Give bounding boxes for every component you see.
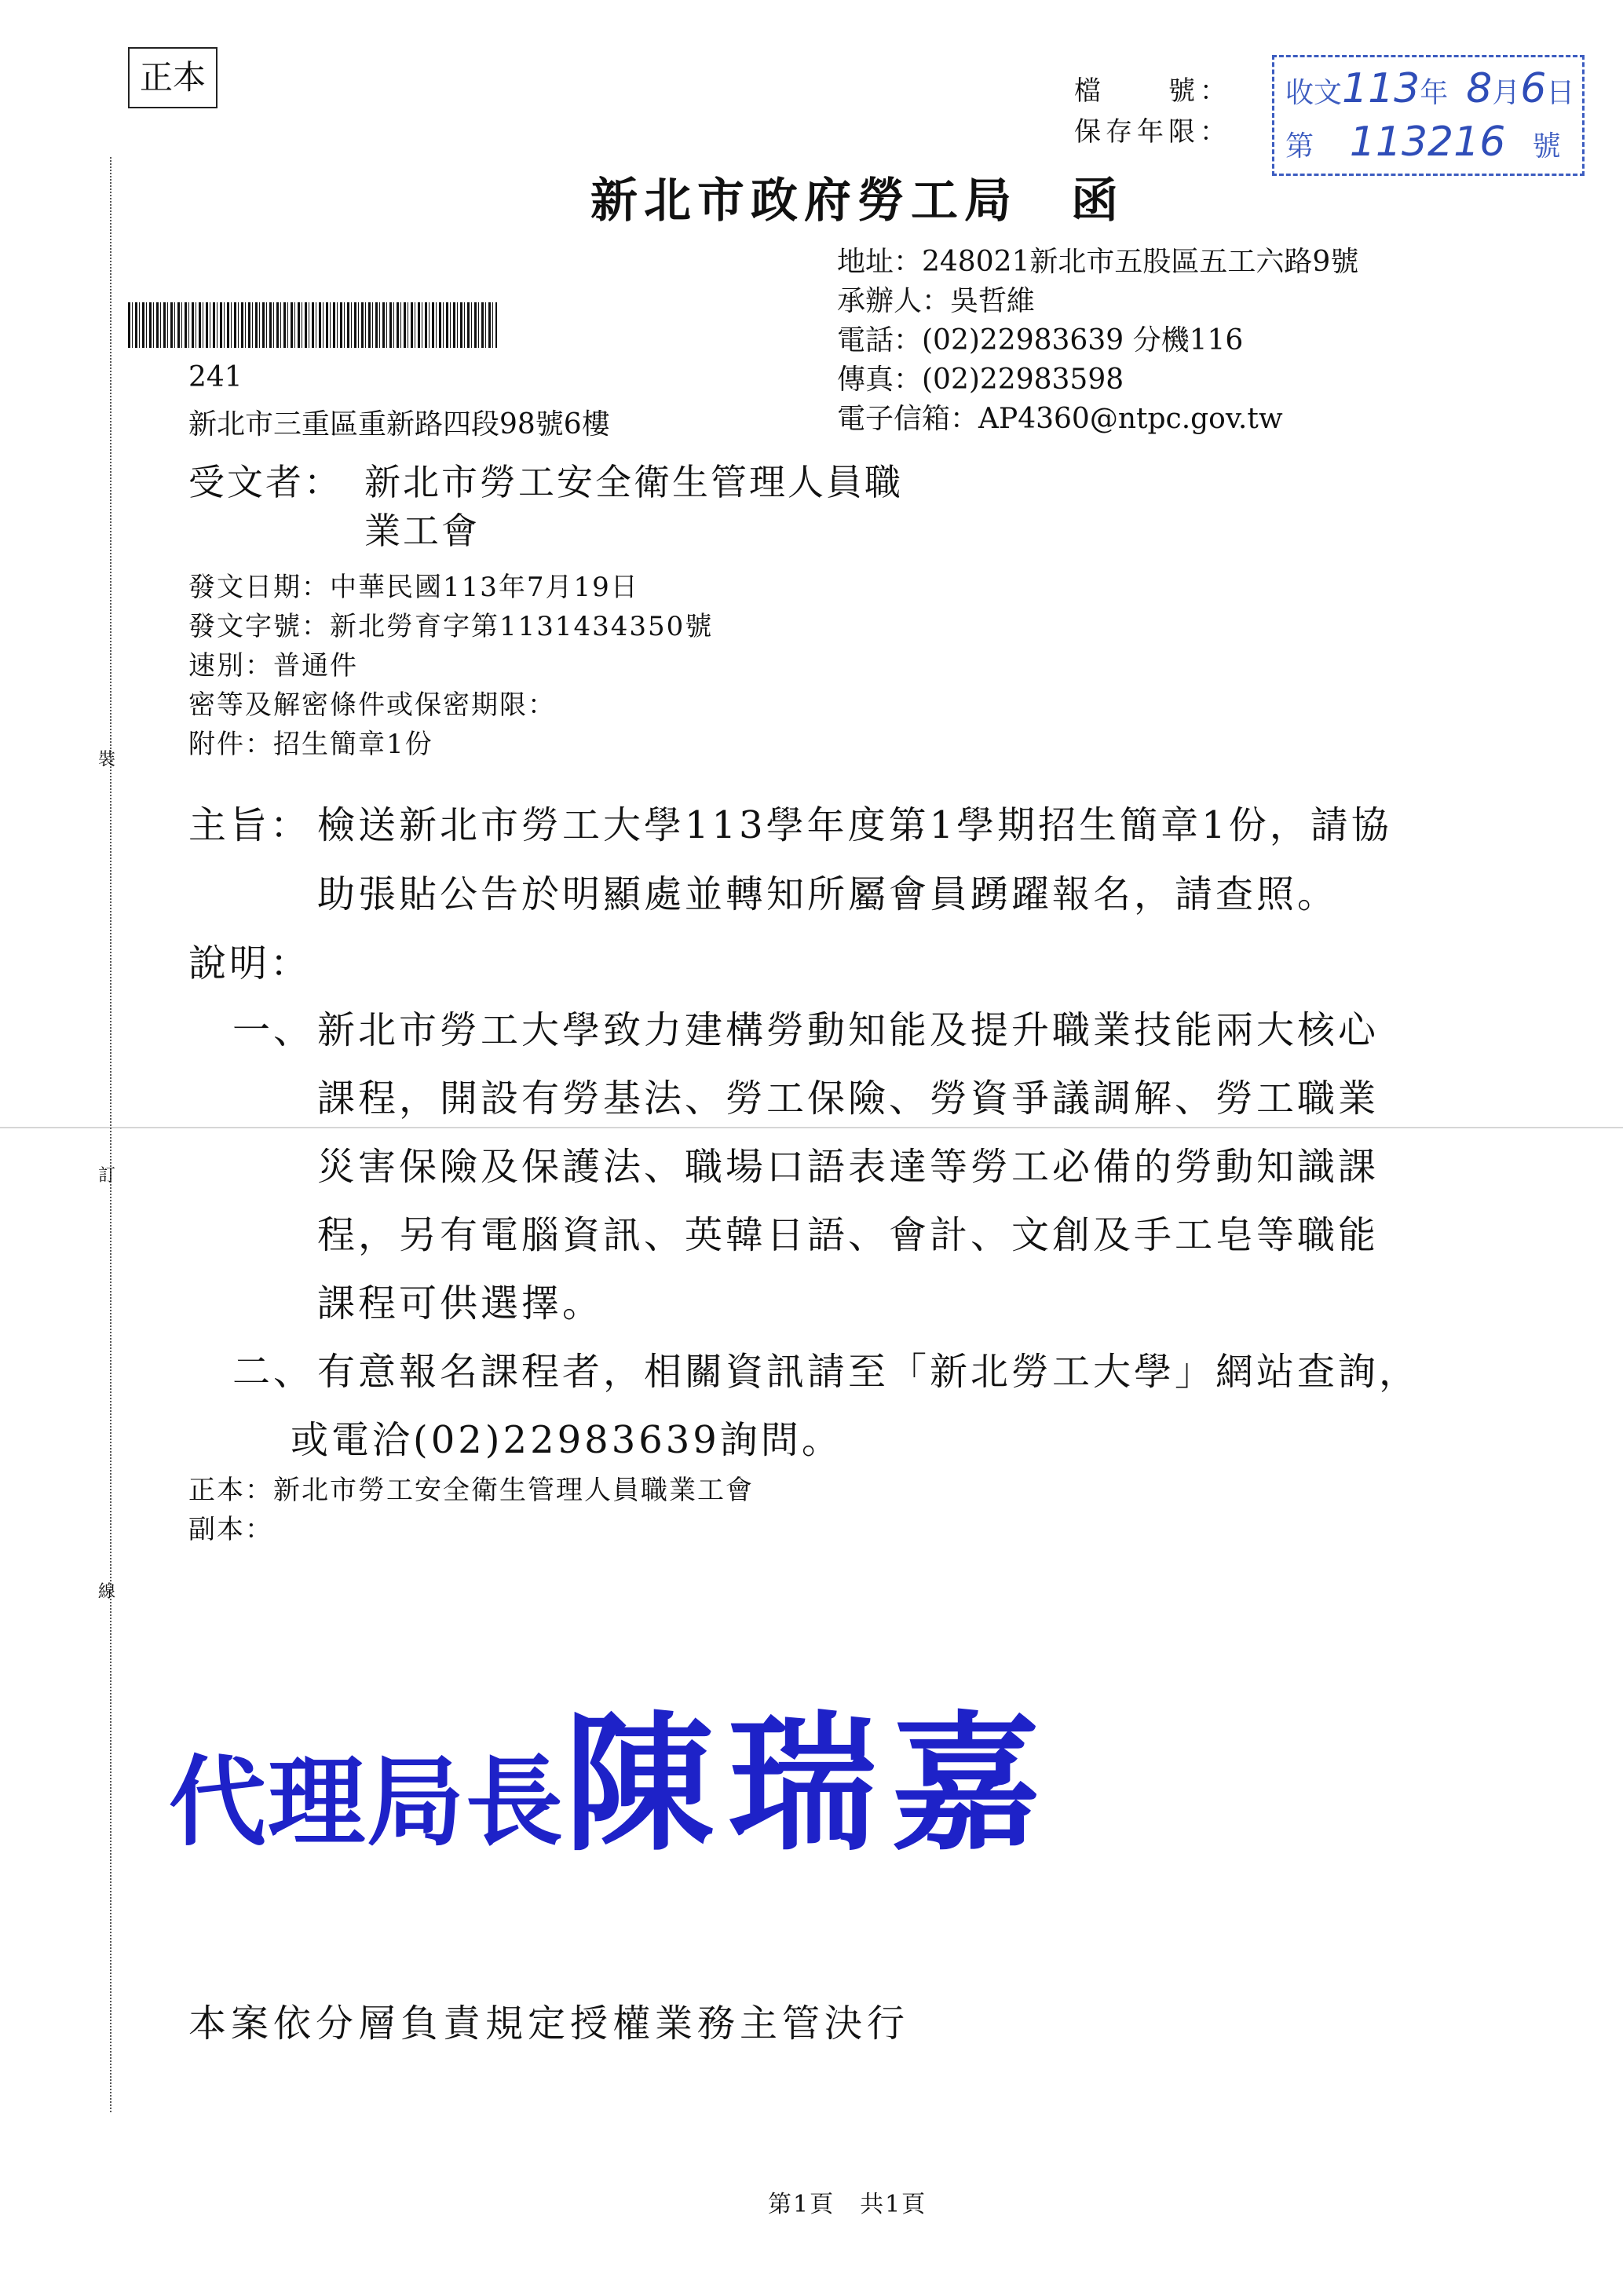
sender-address: 地址：248021新北市五股區五工六路9號 — [837, 246, 1359, 278]
sender-phone: 電話：(02)22983639 分機116 — [837, 324, 1244, 356]
item-2-line: 有意報名課程者，相關資訊請至「新北勞工大學」網站查詢， — [317, 1350, 1420, 1394]
recipient-zip: 241 — [188, 361, 243, 393]
stamp-month: 8 — [1466, 65, 1493, 112]
item-1-line: 災害保險及保護法、職場口語表達等勞工必備的勞動知識課 — [317, 1145, 1380, 1189]
fold-crease — [0, 1127, 1623, 1128]
page-indicator: 第1頁 共1頁 — [768, 2191, 927, 2218]
signature-stamp — [169, 1665, 1055, 1879]
original-recipient: 正本：新北市勞工安全衛生管理人員職業工會 — [188, 1475, 754, 1506]
attachment: 附件：招生簡章1份 — [188, 729, 433, 760]
subject-line-2: 助張貼公告於明顯處並轉知所屬會員踴躍報名，請查照。 — [317, 872, 1339, 916]
recipient-address: 新北市三重區重新路四段98號6樓 — [188, 408, 610, 441]
stamp-number-unit: 號 — [1532, 130, 1561, 163]
retention-label: 保存年限： — [1074, 116, 1231, 148]
binding-mark-ding: 訂 — [98, 1166, 116, 1186]
item-1-marker: 一、 — [232, 1008, 315, 1052]
recipient-name-line2: 業工會 — [364, 510, 480, 552]
document-title: 新北市政府勞工局 函 — [590, 174, 1124, 229]
issue-number: 發文字號：新北勞育字第1131434350號 — [188, 611, 714, 642]
barcode — [128, 302, 497, 348]
stamp-year-unit: 年 — [1420, 77, 1449, 109]
binding-mark-zhuang: 裝 — [98, 750, 116, 770]
sender-contact: 承辦人：吳哲維 — [837, 285, 1036, 317]
sender-email: 電子信箱：AP4360@ntpc.gov.tw — [837, 403, 1283, 435]
copy-recipient: 副本： — [188, 1514, 273, 1545]
subject-line-1: 檢送新北市勞工大學113學年度第1學期招生簡章1份，請協 — [317, 803, 1392, 847]
stamp-serial-label: 第 — [1285, 130, 1314, 163]
subject-label: 主旨： — [188, 803, 312, 847]
item-1-line: 程，另有電腦資訊、英韓日語、會計、文創及手工皂等職能 — [317, 1213, 1380, 1257]
stamp-month-unit: 月 — [1492, 77, 1521, 109]
issue-date: 發文日期：中華民國113年7月19日 — [188, 572, 639, 603]
binding-mark-xian: 線 — [98, 1582, 116, 1602]
secrecy-level: 密等及解密條件或保密期限： — [188, 689, 556, 721]
item-1-line: 新北市勞工大學致力建構勞動知能及提升職業技能兩大核心 — [317, 1008, 1380, 1052]
stamp-received-label: 收文 — [1285, 77, 1343, 109]
received-stamp — [1272, 55, 1585, 176]
authorization-note: 本案依分層負責規定授權業務主管決行 — [188, 2002, 910, 2046]
stamp-number: 113216 — [1349, 119, 1506, 166]
stamp-day-unit: 日 — [1546, 77, 1575, 109]
item-2-marker: 二、 — [232, 1350, 315, 1394]
recipient-label: 受文者： — [188, 461, 342, 503]
item-2-line: 或電洽(02)22983639詢問。 — [291, 1418, 843, 1462]
file-number-label: 檔 號： — [1074, 75, 1231, 107]
item-1-line: 課程，開設有勞基法、勞工保險、勞資爭議調解、勞工職業 — [317, 1077, 1380, 1121]
signature-name: 陳瑞嘉 — [565, 1696, 1055, 1871]
explanation-label: 說明： — [188, 941, 312, 985]
binding-line — [110, 157, 111, 2112]
sender-fax: 傳真：(02)22983598 — [837, 364, 1124, 396]
recipient-name-line1: 新北市勞工安全衛生管理人員職 — [364, 461, 903, 503]
delivery-speed: 速別：普通件 — [188, 650, 358, 682]
stamp-year: 113 — [1342, 65, 1420, 112]
signature-title: 代理局長 — [169, 1746, 565, 1859]
item-1-line: 課程可供選擇。 — [317, 1281, 604, 1325]
copy-type-box: 正本 — [128, 47, 217, 108]
stamp-day: 6 — [1520, 65, 1547, 112]
